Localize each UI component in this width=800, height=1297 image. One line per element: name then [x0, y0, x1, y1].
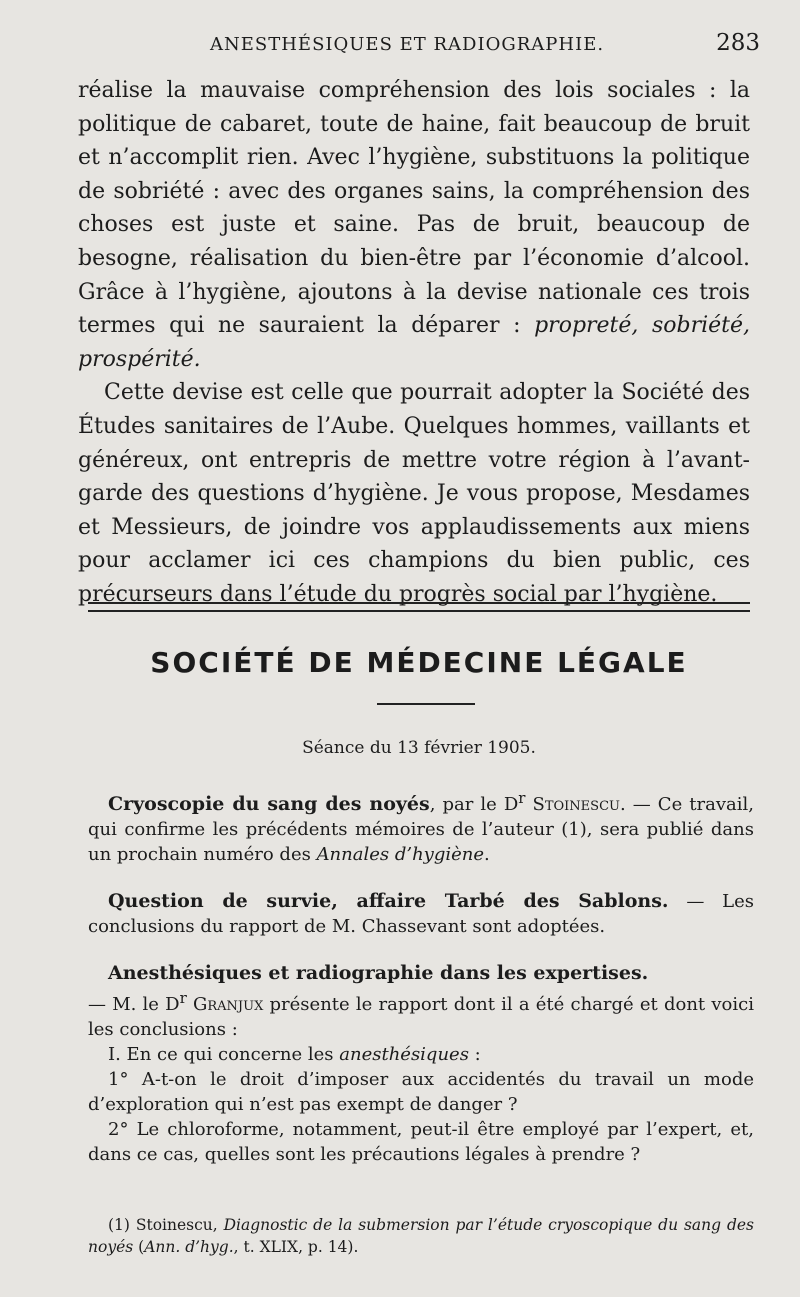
paragraph-1 — [78, 74, 750, 376]
entry-intro: — M. le D — [88, 994, 180, 1015]
entry-heading: Anesthésiques et radiographie dans les expertises. — [108, 962, 649, 984]
conclusion-text: I. En ce qui concerne les — [108, 1044, 340, 1065]
paren: ( — [133, 1238, 145, 1256]
author-name: Granjux — [192, 994, 264, 1015]
author-name: Stoinescu — [532, 794, 620, 815]
footnote-journal: Ann. d’hyg. — [144, 1238, 234, 1256]
entry-heading: Question de survie, affaire Tarbé des Sablons. — [108, 890, 669, 912]
conclusion-1 — [88, 1042, 754, 1067]
dash: . — — [619, 794, 658, 815]
entry-text: Les conclusions du rapport de M. Chassevant sont adoptées. — [88, 891, 754, 937]
body-text — [78, 74, 750, 612]
footnote-author: Stoinescu — [135, 1216, 213, 1234]
comma: , — [212, 1216, 224, 1234]
running-head — [80, 30, 760, 60]
session-date: Séance du 13 février 1905. — [302, 738, 536, 758]
entry-cryoscopie — [88, 786, 754, 867]
dash: — — [668, 891, 723, 912]
session-entries — [88, 786, 754, 1189]
section-title: SOCIÉTÉ DE MÉDECINE LÉGALE — [150, 646, 688, 679]
footnote — [88, 1214, 754, 1258]
superscript: r — [518, 789, 526, 807]
paragraph-2: Cette devise est celle que pourrait adopter la Société des Études sanitaires de l’Aube. Quelques hommes, vaillants et généreux, ont entrepris de mettre votre région à l’avant-garde des questions d’hygiène. Je vous propose, Mesdames et Messieurs, de joindre vos applaudissements aux miens pour acclamer ici ces champions du bien public, ces précurseurs dans l’étude du progrès social par l’hygiène. — [78, 380, 750, 607]
entry-survie — [88, 889, 754, 939]
double-rule-divider — [88, 602, 750, 612]
paragraph-1-terms: propreté, sobriété, prospérité. — [78, 313, 751, 372]
footnote-title: Diagnostic de la submersion par l’étude cryoscopique du sang des noyés — [88, 1216, 755, 1256]
entry-anesthesiques — [88, 961, 754, 1167]
entry-intro-text: présente le rapport dont il a été chargé et dont voici les conclusions : — [88, 994, 754, 1040]
running-title: ANESTHÉSIQUES ET RADIOGRAPHIE. — [210, 34, 605, 55]
period: . — [484, 844, 490, 865]
superscript: r — [179, 989, 187, 1007]
entry-text: Ce travail, qui confirme les précédents mémoires de l’auteur (1), sera publié dans un prochain numéro des — [88, 794, 754, 865]
page-number: 283 — [716, 30, 760, 56]
footnote-reference: , t. XLIX, p. 14). — [233, 1238, 359, 1256]
entry-byline: , par le D — [429, 794, 519, 815]
footnote-number: (1) — [108, 1216, 136, 1234]
conclusion-3: 2° Le chloroforme, notamment, peut-il être employé par l’expert, et, dans ce cas, quelles sont les précautions légales à prendre ? — [88, 1119, 754, 1165]
conclusion-2: 1° A-t-on le droit d’imposer aux accidentés du travail un mode d’exploration qui n’est pas exempt de danger ? — [88, 1069, 754, 1115]
conclusion-italic: anesthésiques — [339, 1044, 469, 1065]
short-rule-divider — [377, 703, 475, 705]
paragraph-1-text: réalise la mauvaise compréhension des lois sociales : la politique de cabaret, toute de haine, fait beaucoup de bruit et n’accomplit rien. Avec l’hygiène, substituons la politique de sobriété : avec des organes sains, la compréhension des choses est juste et saine. Pas de bruit, beaucoup de besogne, réalisation du bien-être par l’économie d’alcool. Grâce à l’hygiène, ajoutons à la devise nationale ces trois termes qui ne sauraient la déparer : — [78, 78, 750, 339]
entry-heading: Cryoscopie du sang des noyés — [108, 793, 430, 815]
colon: : — [468, 1044, 481, 1065]
journal-title: Annales d’hygiène — [316, 844, 485, 865]
